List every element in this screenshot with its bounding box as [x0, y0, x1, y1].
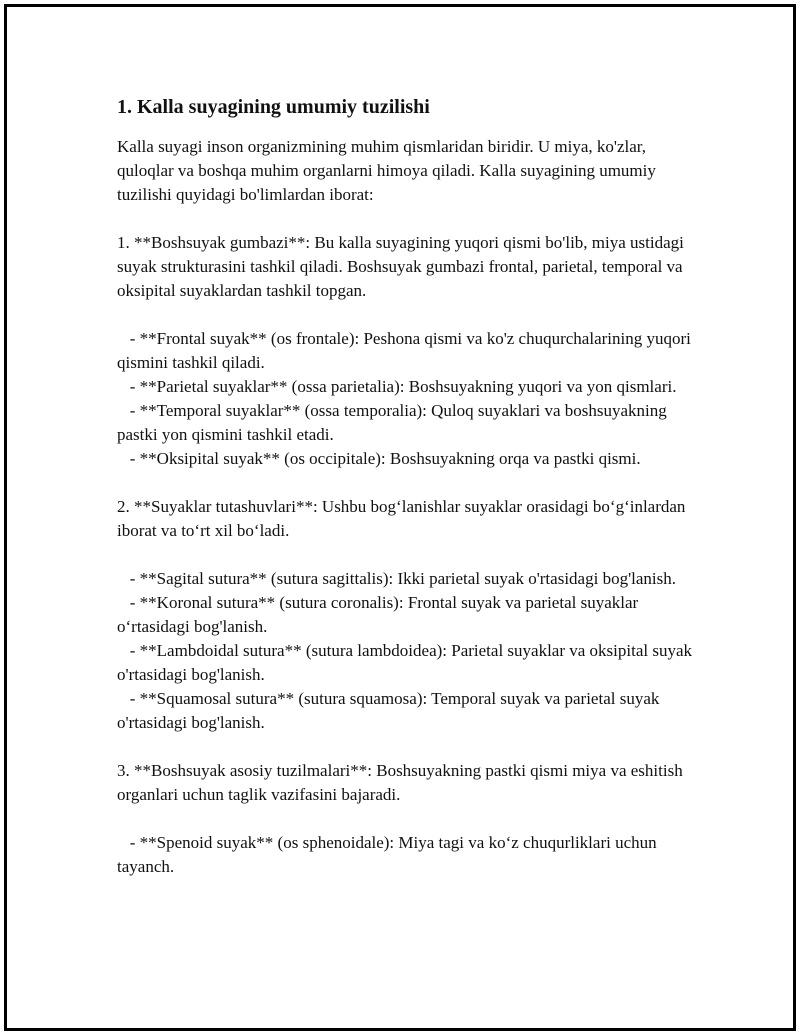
subitem-lambdoidal-sutura: - **Lambdoidal sutura** (sutura lambdoidea): Parietal suyaklar va oksipital suyak o'rtasidagi bog'lanish. — [117, 641, 697, 684]
subitem-parietal-suyaklar: - **Parietal suyaklar** (ossa parietalia): Boshsuyakning yuqori va yon qismlari. — [117, 377, 677, 396]
subitem-frontal-suyak: - **Frontal suyak** (os frontale): Peshona qismi va ko'z chuqurchalarining yuqori qismini tashkil qiladi. — [117, 329, 696, 372]
paragraph-gap — [117, 207, 697, 231]
subitem-koronal-sutura: - **Koronal sutura** (sutura coronalis): Frontal suyak va parietal suyaklar o‘rtasidagi bog'lanish. — [117, 593, 643, 636]
subitem-temporal-suyaklar: - **Temporal suyaklar** (ossa temporalia): Quloq suyaklari va boshsuyakning pastki yon qismini tashkil etadi. — [117, 401, 672, 444]
subitem-spenoid-suyak: - **Spenoid suyak** (os sphenoidale): Miya tagi va ko‘z chuqurliklari uchun tayanch. — [117, 833, 661, 876]
subitem-sagital-sutura: - **Sagital sutura** (sutura sagittalis): Ikki parietal suyak o'rtasidagi bog'lanish. — [117, 569, 676, 588]
paragraph-gap — [117, 303, 697, 327]
list-item-boshsuyak-asosiy-tuzilmalari: 3. **Boshsuyak asosiy tuzilmalari**: Boshsuyakning pastki qismi miya va eshitish organlari uchun taglik vazifasini bajaradi. — [117, 761, 687, 804]
section-title: 1. Kalla suyagining umumiy tuzilishi — [117, 96, 430, 118]
subitem-squamosal-sutura: - **Squamosal sutura** (sutura squamosa): Temporal suyak va parietal suyak o'rtasidagi bog'lanish. — [117, 689, 664, 732]
intro-paragraph: Kalla suyagi inson organizmining muhim qismlaridan biridir. U miya, ko'zlar, quloqlar va boshqa muhim organlarni himoya qiladi. Kalla suyagining umumiy tuzilishi quyidagi bo'limlardan iborat: — [117, 137, 661, 204]
paragraph-gap — [117, 807, 697, 831]
list-item-suyaklar-tutashuvlari: 2. **Suyaklar tutashuvlari**: Ushbu bog‘lanishlar suyaklar orasidagi bo‘g‘inlardan iborat va to‘rt xil bo‘ladi. — [117, 497, 690, 540]
paragraph-gap — [117, 471, 697, 495]
paragraph-gap — [117, 735, 697, 759]
paragraph-gap — [117, 543, 697, 567]
list-item-boshsuyak-gumbazi: 1. **Boshsuyak gumbazi**: Bu kalla suyagining yuqori qismi bo'lib, miya ustidagi suyak strukturasini tashkil qiladi. Boshsuyak gumbazi frontal, parietal, temporal va oksipital suyaklardan tashkil topgan. — [117, 233, 689, 300]
subitem-oksipital-suyak: - **Oksipital suyak** (os occipitale): Boshsuyakning orqa va pastki qismi. — [117, 449, 641, 468]
document-body — [117, 93, 697, 879]
